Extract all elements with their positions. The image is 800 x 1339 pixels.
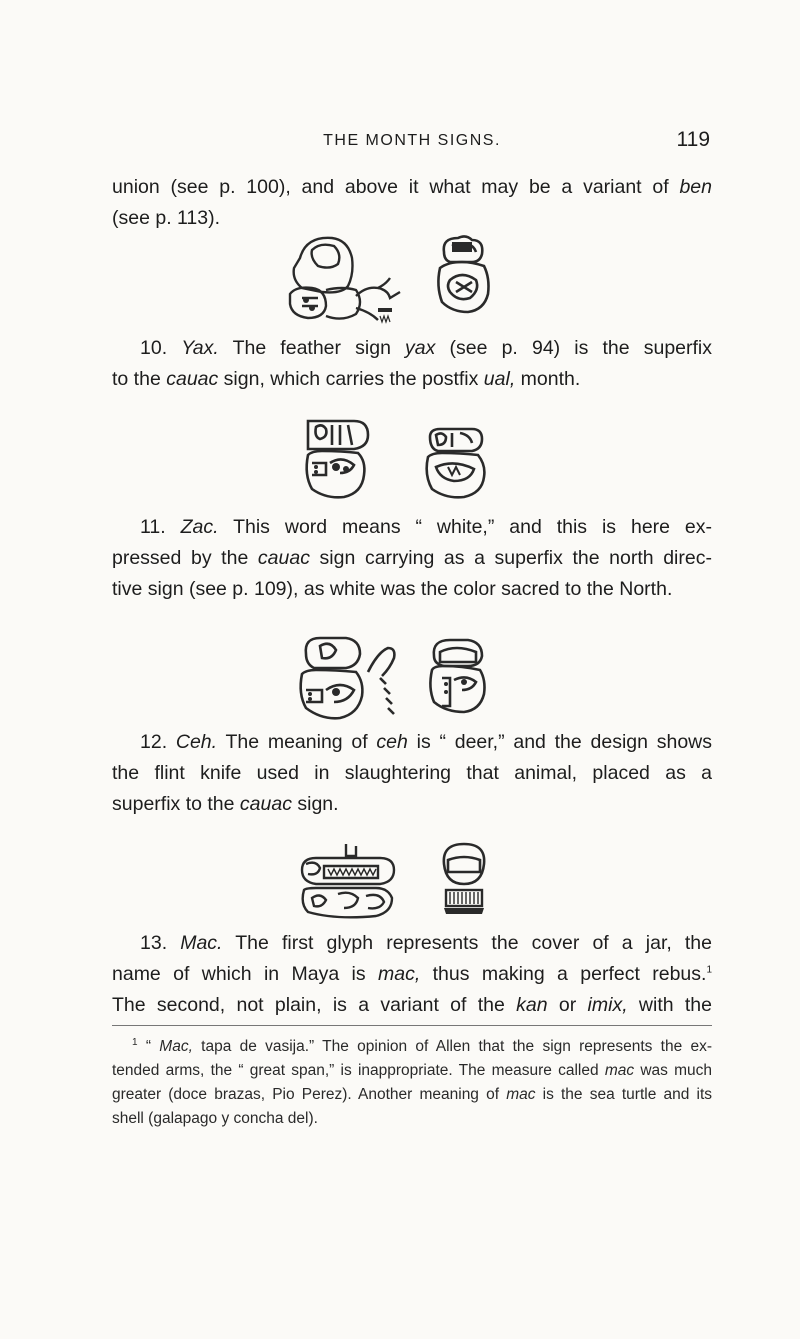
- section-11-zac: [112, 512, 712, 605]
- italic-term: mac,: [378, 963, 421, 985]
- glyph-row-4: [0, 840, 800, 922]
- italic-term: mac: [604, 1062, 635, 1079]
- text-run: the flint knife used in slaughtering that animal, placed as a: [112, 762, 712, 784]
- text-run: sign.: [291, 793, 339, 815]
- text-run: “: [137, 1038, 160, 1055]
- glyph-right-1: [432, 232, 492, 314]
- italic-term: yax: [405, 337, 436, 359]
- footnote-ref[interactable]: 1: [706, 964, 712, 976]
- italic-term: cauac: [166, 368, 219, 390]
- section-13-mac: [112, 928, 712, 1021]
- text-run: is the sea turtle and its: [535, 1086, 713, 1103]
- section-number: 10.: [140, 337, 182, 359]
- text-run: name of which in Maya is: [112, 963, 378, 985]
- text-run: sign carrying as a superfix the north direc-: [309, 547, 712, 569]
- italic-term: kan: [516, 994, 548, 1016]
- text-run: to the: [112, 368, 167, 390]
- text-run: (see p. 94) is the superfix: [435, 337, 712, 359]
- glyph-left-1: [282, 228, 407, 324]
- text-run: tended arms, the “ great span,” is inappropriate. The measure called: [112, 1062, 605, 1079]
- italic-term: Mac,: [159, 1038, 193, 1055]
- italic-term: ceh: [376, 731, 408, 753]
- text-run: (see p. 113).: [112, 207, 221, 229]
- section-number: 11.: [140, 516, 181, 538]
- page-number: 119: [676, 128, 710, 151]
- glyph-right-ceh: [438, 840, 490, 920]
- glyph-left-ceh: [296, 840, 400, 920]
- section-number: 13.: [140, 932, 181, 954]
- text-run: sign, which carries the postfix: [218, 368, 484, 390]
- month-name: Zac.: [180, 516, 219, 538]
- text-run: with the: [627, 994, 712, 1016]
- section-number: 12.: [140, 731, 176, 753]
- italic-term: mac: [506, 1086, 536, 1103]
- text-run: tapa de vasija.” The opinion of Allen that the sign represents the ex-: [192, 1038, 713, 1055]
- text-run: union (see p. 100), and above it what may be a variant of: [112, 176, 680, 198]
- month-name: Mac.: [180, 932, 223, 954]
- italic-term: cauac: [257, 547, 310, 569]
- footnote: [112, 1035, 712, 1131]
- text-run: tive sign (see p. 109), as white was the color sacred to the North.: [112, 578, 673, 600]
- text-run: The second, not plain, is a variant of the: [112, 994, 517, 1016]
- glyph-row-3: [0, 632, 800, 724]
- text-run: or: [547, 994, 588, 1016]
- glyph-right-zac: [426, 636, 488, 716]
- footnote-marker: 1: [132, 1036, 138, 1048]
- running-title: THE MONTH SIGNS.: [323, 132, 501, 149]
- glyph-row-1: [0, 228, 800, 328]
- text-run: The feather sign: [218, 337, 406, 359]
- intro-paragraph: [112, 172, 712, 234]
- glyph-right-yax: [424, 427, 488, 501]
- running-header: [114, 126, 710, 154]
- footnote-divider: [112, 1025, 712, 1026]
- text-run: is “ deer,” and the design shows: [407, 731, 712, 753]
- month-name: Yax.: [181, 337, 219, 359]
- glyph-row-2: [0, 415, 800, 505]
- italic-term: cauac: [239, 793, 292, 815]
- text-run: pressed by the: [112, 547, 258, 569]
- text-run: superfix to the: [112, 793, 240, 815]
- text-run: month.: [515, 368, 581, 390]
- italic-term: ual,: [483, 368, 516, 390]
- section-12-ceh: [112, 727, 712, 820]
- text-run: thus making a perfect rebus.: [420, 963, 707, 985]
- text-run: This word means “ white,” and this is here ex-: [218, 516, 713, 538]
- text-run: The first glyph represents the cover of a jar, the: [222, 932, 712, 954]
- glyph-left-yax: [302, 415, 374, 501]
- glyph-left-zac: [296, 632, 406, 724]
- text-run: The meaning of: [217, 731, 377, 753]
- section-10-yax: [112, 333, 712, 395]
- month-name: Ceh.: [175, 731, 218, 753]
- text-run: shell (galapago y concha del).: [112, 1110, 318, 1127]
- italic-term: ben: [679, 176, 712, 198]
- text-run: was much: [634, 1062, 712, 1079]
- italic-term: imix,: [587, 994, 628, 1016]
- text-run: greater (doce brazas, Pio Perez). Another meaning of: [112, 1086, 507, 1103]
